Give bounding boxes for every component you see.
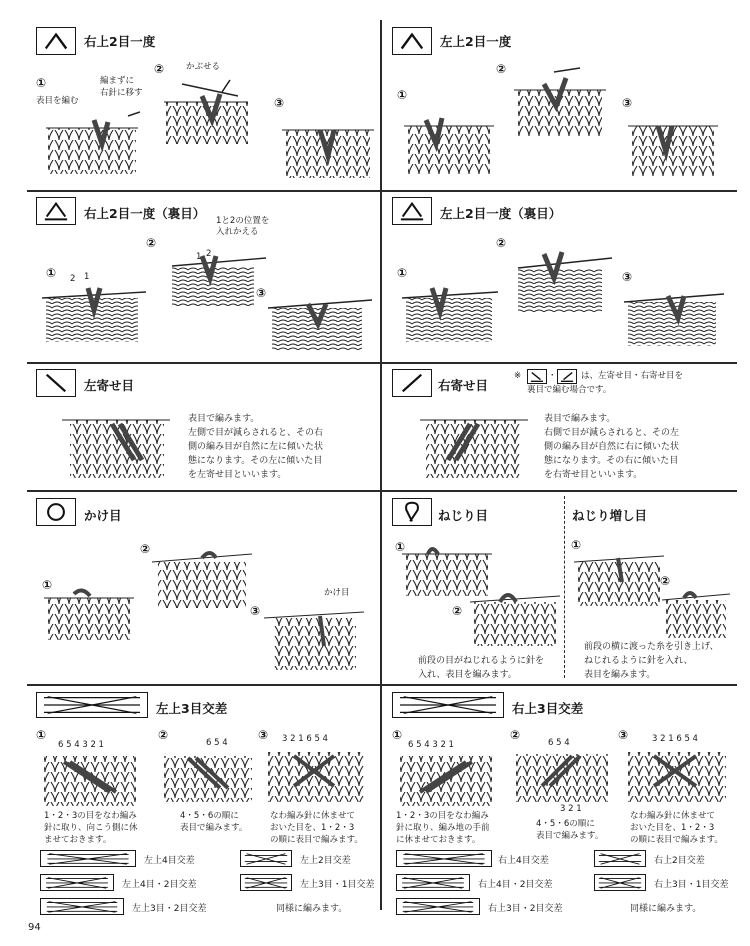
step-2: ② <box>154 62 165 76</box>
step-1: ① <box>571 538 582 552</box>
right-cross-3-1-symbol-icon <box>594 874 646 891</box>
purl-illustration <box>268 290 372 352</box>
variant-label: 左上4目交差 <box>144 856 195 866</box>
right-cross-3-symbol-icon <box>392 692 504 718</box>
left-slant-symbol-icon <box>36 369 76 397</box>
step-1: ① <box>392 728 403 742</box>
purl-illustration <box>624 284 724 348</box>
step-2: ② <box>146 236 157 250</box>
step-2: ② <box>158 728 169 742</box>
left-slant-purl-icon <box>527 369 547 384</box>
section-title-migiue2me: 右上2目一度 <box>84 34 156 49</box>
label-amazuni: 編まずに <box>100 76 135 86</box>
label-ichikae-2: 入れかえる <box>216 227 259 237</box>
left-cross-3-symbol-icon <box>36 692 148 718</box>
row-divider-4 <box>27 684 737 686</box>
knit-illustration <box>514 66 606 138</box>
row-divider-2 <box>27 362 737 364</box>
left-cross-3-1-symbol-icon <box>240 874 292 891</box>
cable-illustration <box>512 746 612 804</box>
right-decrease-symbol-icon <box>36 27 76 55</box>
description-step-2: 4・5・6の順に 表目で編みます。 <box>180 811 248 833</box>
left-cross-2-symbol-icon <box>240 850 292 867</box>
step-3: ③ <box>618 728 629 742</box>
twisted-stitch-symbol-icon <box>392 498 432 526</box>
description-step-3: なわ編み針に休ませて おいた目を、1・2・3 の順に表目で編みます。 <box>270 811 363 845</box>
note-mark: ※ <box>514 371 522 381</box>
section-title-kakeme: かけ目 <box>84 508 122 523</box>
purl-illustration <box>402 280 498 344</box>
variant-label: 右上3目・2目交差 <box>488 904 563 914</box>
right-cross-3-2-symbol-icon <box>396 898 480 915</box>
step-2: ② <box>452 604 463 618</box>
stitch-numbers-2: 6 5 4 <box>206 738 228 748</box>
section-title-hidariue3me: 左上3目交差 <box>156 701 228 716</box>
cable-illustration <box>396 752 496 808</box>
variant-label: 左上4目・2目交差 <box>122 880 197 890</box>
cable-illustration <box>40 752 140 808</box>
variant-label: 左上3目・1目交差 <box>300 880 375 890</box>
knit-illustration <box>404 104 494 176</box>
description-hidariyose: 表目で編みます。 左側で目が減らされると、その右 側の編み目が自然に左に傾いた状 態になります。その左に傾いた目 を左寄せ目といいます。 <box>188 414 324 480</box>
right-cross-2-symbol-icon <box>594 850 646 867</box>
right-cross-4-symbol-icon <box>396 850 492 867</box>
right-decrease-purl-symbol-icon <box>36 197 76 225</box>
label-kakeme: かけ目 <box>324 588 350 598</box>
step-3: ③ <box>256 286 267 300</box>
label-kabuseru: かぶせる <box>186 62 221 72</box>
step-2: ② <box>140 542 151 556</box>
variant-label: 右上4目交差 <box>498 856 549 866</box>
left-cross-4-2-symbol-icon <box>40 874 114 891</box>
column-divider <box>380 20 382 910</box>
row-divider-1 <box>27 190 737 192</box>
same-method-note: 同様に編みます。 <box>276 904 348 914</box>
knit-illustration <box>662 584 730 640</box>
step-1: ① <box>46 266 57 280</box>
purl-illustration <box>514 244 614 314</box>
description-step-2: 4・5・6の順に 表目で編みます。 <box>536 819 604 841</box>
section-title-nejirime: ねじり目 <box>438 508 489 523</box>
note-text-1: は、左寄せ目・右寄せ目を <box>581 371 684 381</box>
label-num-2b: 2 <box>206 249 212 259</box>
label-num-1: 1 <box>84 272 90 282</box>
right-cross-4-2-symbol-icon <box>396 874 470 891</box>
label-ichikae-1: 1と2の位置を <box>216 216 270 226</box>
label-num-2: 2 <box>70 274 76 284</box>
description-nejirimashime: 前段の横に渡った糸を引き上げ、 ねじれるように針を入れ、 表目を編みます。 <box>584 642 719 680</box>
stitch-numbers-1: 6 5 4 3 2 1 <box>58 740 104 750</box>
cable-illustration <box>264 746 368 804</box>
description-migiyose: 表目で編みます。 右側で目が減らされると、その左 側の編み目が自然に右に傾いた状 態になります。その右に傾いた目 を右寄せ目といいます。 <box>544 414 680 480</box>
step-1: ① <box>397 266 408 280</box>
knit-illustration <box>162 76 250 146</box>
knit-illustration <box>628 106 718 178</box>
row-divider-3 <box>27 490 737 492</box>
step-1: ① <box>397 88 408 102</box>
variant-label: 右上3目・1目交差 <box>654 880 729 890</box>
right-slant-purl-icon <box>557 369 577 384</box>
cable-illustration <box>160 748 256 804</box>
stitch-numbers-1: 6 5 4 3 2 1 <box>408 740 454 750</box>
description-nejirime: 前段の目がねじれるように針を 入れ、表目を編みます。 <box>418 656 545 680</box>
step-1: ① <box>36 728 47 742</box>
section-title-migiue3me: 右上3目交差 <box>512 701 584 716</box>
step-3: ③ <box>258 728 269 742</box>
variant-label: 左上2目交差 <box>300 856 351 866</box>
stitch-numbers-2b: 3 2 1 <box>560 804 582 814</box>
variant-label: 右上2目交差 <box>654 856 705 866</box>
knit-illustration <box>44 584 134 642</box>
label-omote-amu: 表目を編む <box>36 96 79 106</box>
stitch-numbers-3: 3 2 1 6 5 4 <box>652 734 698 744</box>
left-cross-4-symbol-icon <box>40 850 136 867</box>
step-1: ① <box>42 578 53 592</box>
right-slant-symbol-icon <box>392 369 432 397</box>
step-1: ① <box>36 76 47 90</box>
variant-label: 右上4目・2目交差 <box>478 880 553 890</box>
section-title-hidariue2me: 左上2目一度 <box>440 34 512 49</box>
section-title-migiyose: 右寄せ目 <box>438 378 489 393</box>
stitch-numbers-3: 3 2 1 6 5 4 <box>282 734 328 744</box>
description-step-1: 1・2・3の目をなわ編み 針に取り、向こう側に休 ませておきます。 <box>44 811 138 845</box>
left-decrease-purl-symbol-icon <box>392 197 432 225</box>
step-3: ③ <box>250 604 261 618</box>
step-2: ② <box>496 236 507 250</box>
label-migibari: 右針に移す <box>100 88 143 98</box>
knit-illustration <box>152 540 252 610</box>
knit-illustration <box>574 542 664 608</box>
label-num-1b: 1 <box>196 252 202 262</box>
dashed-divider <box>564 496 565 678</box>
knit-illustration <box>44 110 140 176</box>
step-3: ③ <box>622 96 633 110</box>
section-title-hidariue2me-ura: 左上2目一度（裏目） <box>440 206 562 221</box>
step-2: ② <box>496 62 507 76</box>
section-title-migiue2me-ura: 右上2目一度（裏目） <box>84 206 206 221</box>
knit-illustration <box>282 116 374 180</box>
note-text-2: 裏目で編む場合です。 <box>527 385 612 395</box>
yarn-over-symbol-icon <box>36 498 76 526</box>
note-dot: ・ <box>548 371 557 381</box>
knit-illustration <box>264 596 364 672</box>
page-number: 94 <box>28 922 41 933</box>
knit-illustration <box>62 404 170 480</box>
section-title-nejirimashime: ねじり増し目 <box>572 508 648 523</box>
step-2: ② <box>660 574 671 588</box>
cable-illustration <box>624 746 730 804</box>
section-title-hidariyose: 左寄せ目 <box>84 378 135 393</box>
knit-illustration <box>420 404 528 480</box>
description-step-1: 1・2・3の目をなわ編み 針に取り、編み地の手前 に休ませておきます。 <box>396 811 490 845</box>
stitch-numbers-2: 6 5 4 <box>548 738 570 748</box>
purl-illustration <box>42 280 148 344</box>
step-2: ② <box>510 728 521 742</box>
variant-label: 左上3目・2目交差 <box>132 904 207 914</box>
knit-illustration <box>470 584 560 648</box>
step-1: ① <box>395 540 406 554</box>
step-3: ③ <box>274 96 285 110</box>
description-step-3: なわ編み針に休ませて おいた目を、1・2・3 の順に表目で編みます。 <box>630 811 723 845</box>
left-decrease-symbol-icon <box>392 27 432 55</box>
step-3: ③ <box>622 270 633 284</box>
purl-illustration <box>168 250 268 308</box>
same-method-note: 同様に編みます。 <box>630 904 702 914</box>
left-cross-3-2-symbol-icon <box>40 898 124 915</box>
